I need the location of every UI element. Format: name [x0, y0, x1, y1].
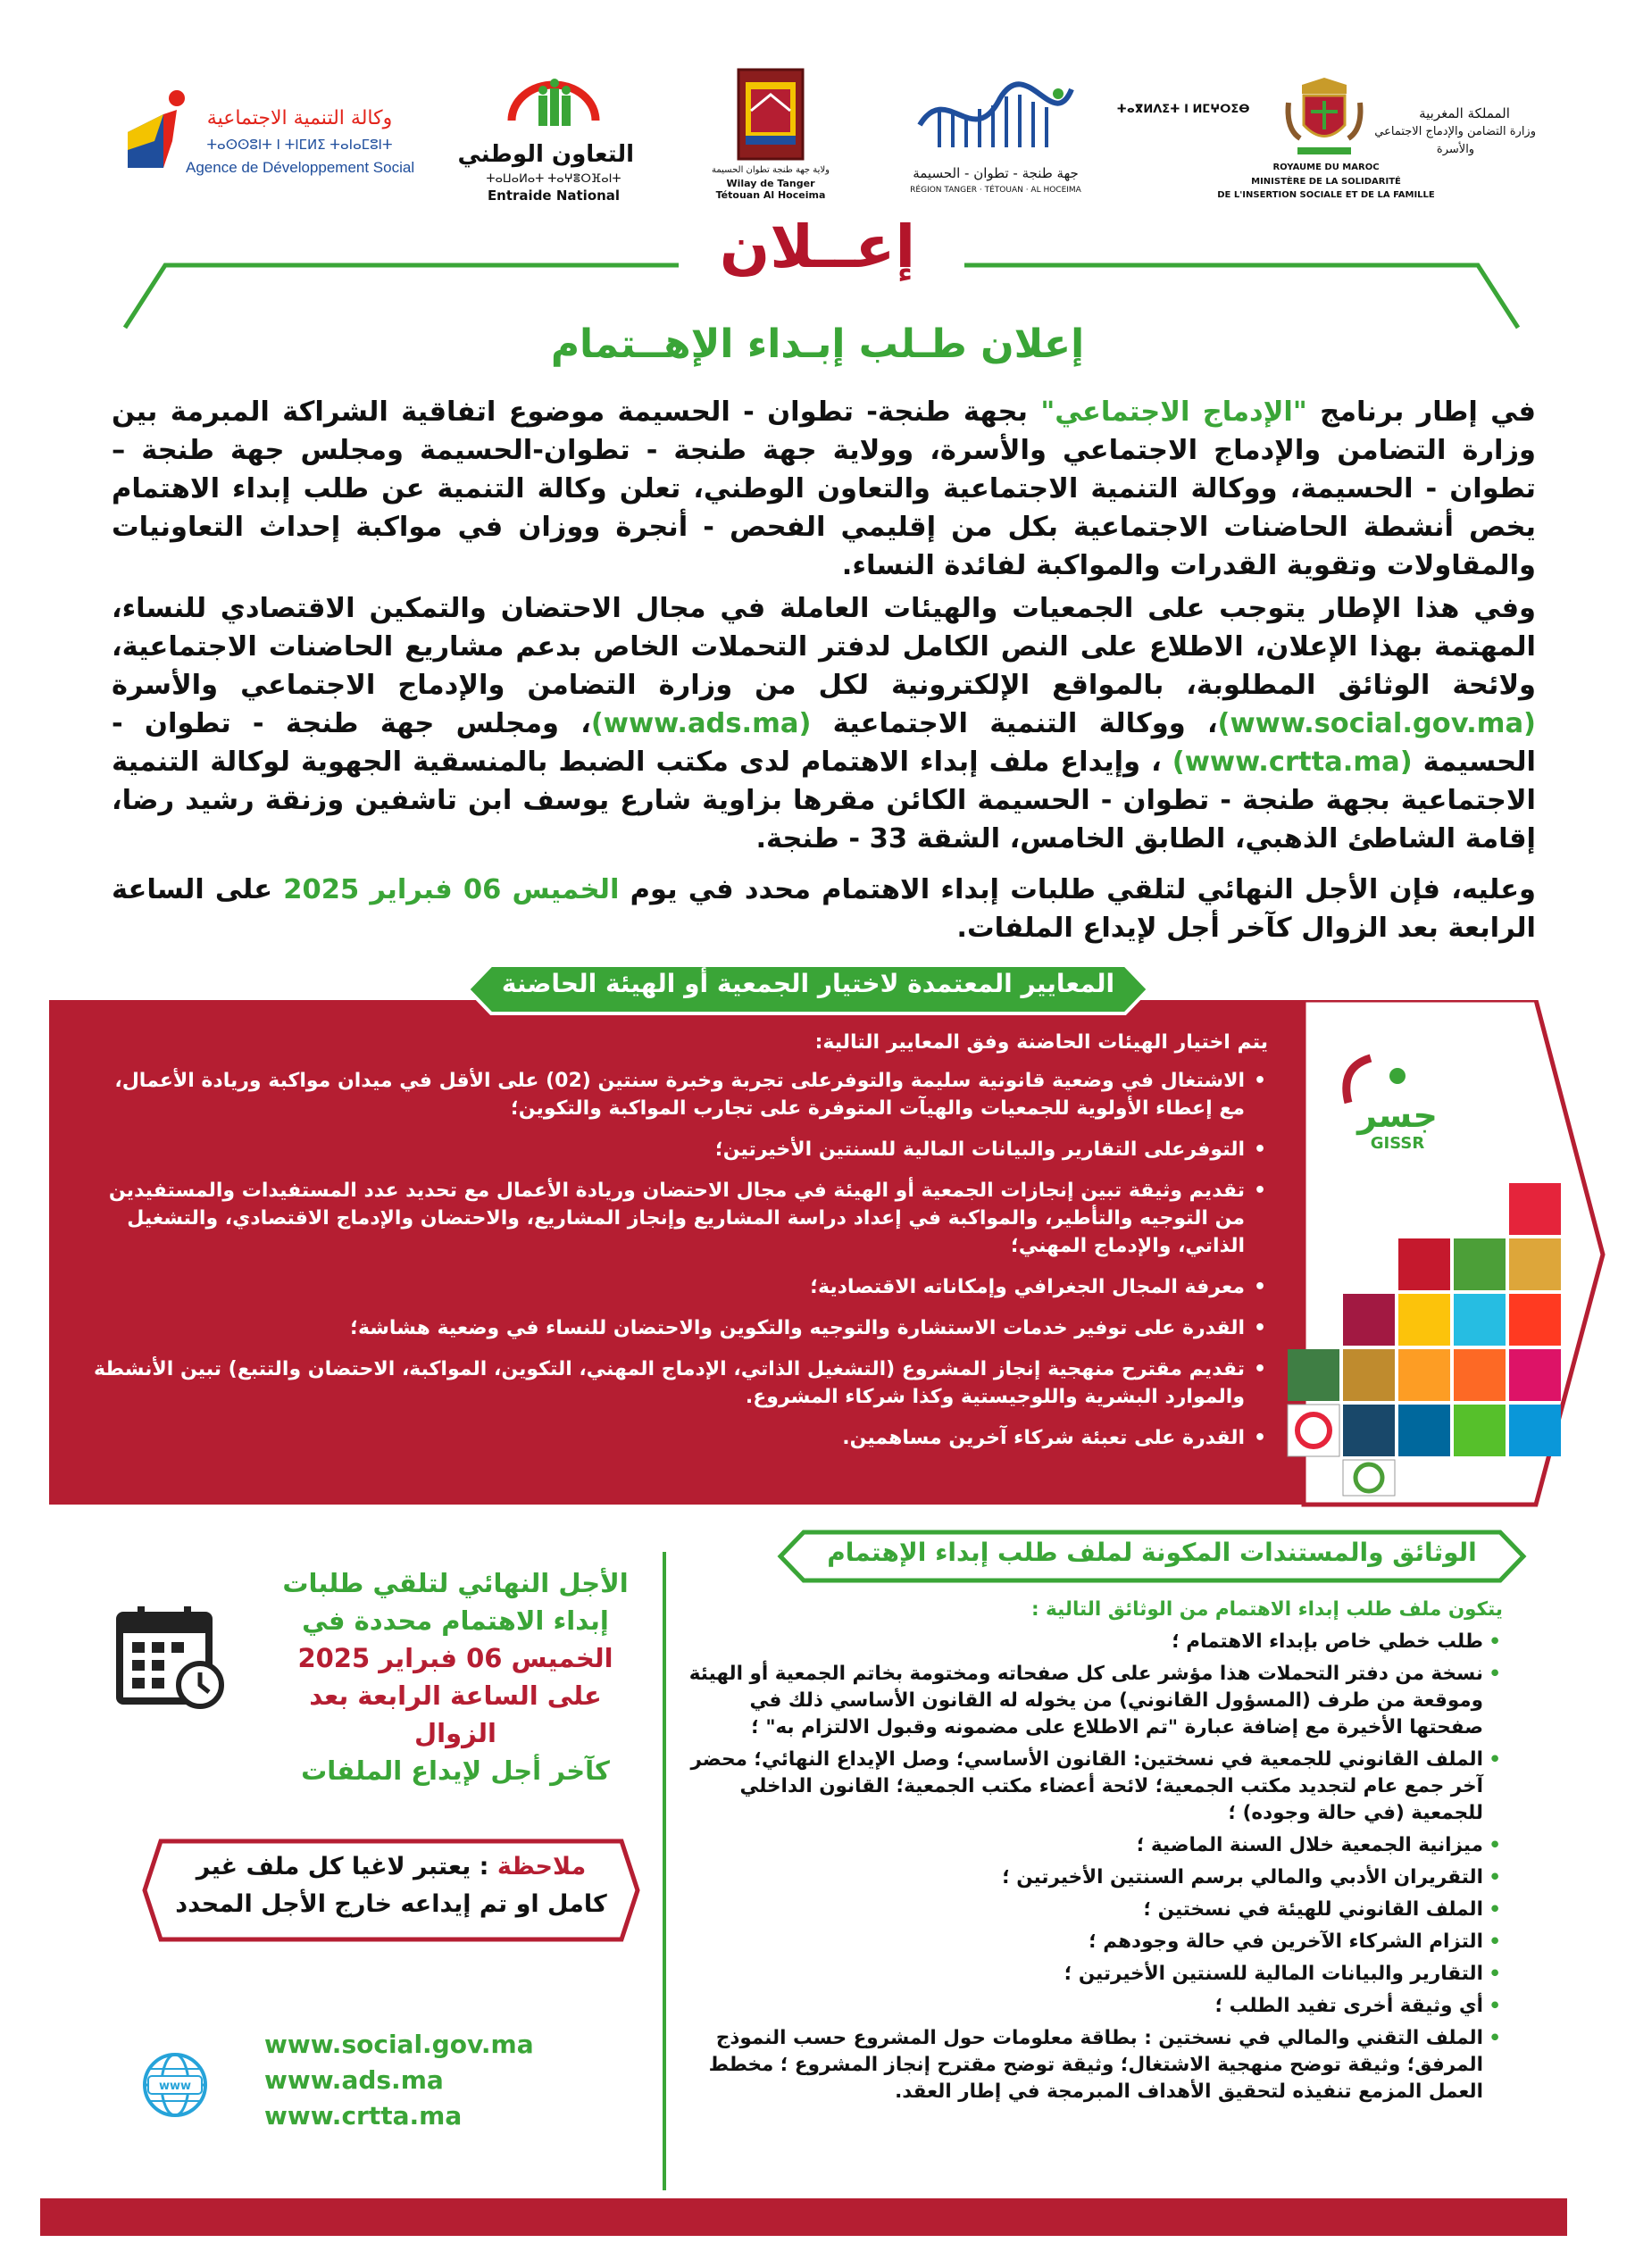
list-item: • الاشتغال في وضعية قانونية سليمة والتوفرعلى تجربة وخبرة سنتين (02) على الأقل في ميدان مواكبة وريادة الأعمال، مع إعطاء الأولوية للجمعيات والهيآت المتوفرة على تجارب المواكبة والتكوين؛	[85, 1067, 1268, 1122]
note	[159, 1848, 623, 1923]
globe-icon	[139, 2049, 211, 2121]
note-text-2: كامل او تم إيداعه خارج الأجل المحدد	[175, 1890, 607, 1918]
entraide-tifinagh: ⵜⴰⵡⴰⵍⴰⵜ ⵜⴰⵖⴻⵔⴼⴰⵏⵜ	[486, 172, 621, 186]
announcement-title: إعــلان	[719, 213, 916, 281]
deadline-line-4: على الساعة الرابعة بعد الزوال	[309, 1680, 602, 1748]
website-links	[264, 2027, 621, 2134]
list-item: • القدرة على توفير خدمات الاستشارة والتوجيه والتكوين والاحتضان للنساء في وضعية هشاشة؛	[85, 1314, 1268, 1342]
ads-name: Agence de Développement Social	[186, 159, 415, 176]
deadline-box	[272, 1564, 638, 1789]
documents-heading: الوثائق والمستندات المكونة لملف طلب إبداء الإهتمام	[827, 1538, 1477, 1567]
region-emblem-icon	[911, 63, 1080, 161]
note-text-1: : يعتبر لاغيا كل ملف غير	[196, 1853, 497, 1880]
section-divider	[663, 1552, 666, 2190]
wilaya-logo	[704, 54, 838, 210]
link-crtta[interactable]: www.crtta.ma	[264, 2101, 463, 2130]
list-item: • التزام الشركاء الآخرين في حالة وجودهم ؛	[686, 1929, 1503, 1955]
note-label: ملاحظة	[496, 1853, 587, 1880]
entraide-logo	[457, 54, 634, 210]
documents-list-block	[686, 1597, 1503, 2111]
deadline-date-inline: الخميس 06 فبراير 2025	[283, 874, 620, 905]
list-item: • التقارير والبيانات المالية للسنتين الأخيرتين ؛	[686, 1961, 1503, 1988]
entraide-name: Entraide National	[487, 188, 621, 204]
documents-intro: يتكون ملف طلب إبداء الاهتمام من الوثائق التالية :	[1030, 1598, 1503, 1621]
list-item: • القدرة على تعبئة شركاء آخرين مساهمين.	[85, 1424, 1268, 1452]
list-item: • الملف القانوني للجمعية في نسختين: القانون الأساسي؛ وصل الإيداع النهائي؛ محضر آخر جمع عام لتجديد مكتب الجمعية؛ لائحة أعضاء مكتب الجمعية؛ القانون الداخلي للجمعية (في حالة وجوده) ؛	[686, 1747, 1503, 1827]
deadline-line-5: كآخر أجل لإيداع الملفات	[301, 1755, 610, 1786]
criteria-list-block	[85, 1029, 1268, 1465]
list-item: • تقديم مقترح منهجية إنجاز المشروع (التشغيل الذاتي، الإدماج المهني، التكوين، المواكبة، الاحتضان والتتبع) تبين الأنشطة والموارد البشرية واللوجيستية وكذا شركاء المشروع.	[85, 1355, 1268, 1411]
link-ads[interactable]: www.ads.ma	[264, 2065, 444, 2095]
ministry-name-line2: MINISTÈRE DE LA SOLIDARITÉ	[1251, 177, 1401, 187]
link-social[interactable]: www.social.gov.ma	[264, 2030, 534, 2059]
intro-paragraph-2: وفي هذا الإطار يتوجب على الجمعيات والهيئات العاملة في مجال الاحتضان والتمكين الاقتصادي للنساء، المهتمة بهذا الإعلان، الاطلاع على النص الكامل لدفتر التحملات الخاص بدعم مشاريع الحاضنات الاجتماعية، ولائحة الوثائق المطلوبة، بالمواقع الإلكترونية لكل من وزارة التضامن والإدماج الاجتماعي والأسرة (www.social.gov.ma)، ووكالة التنمية الاجتماعية (www.ads.ma)، ومجلس جهة طنجة - تطوان - الحسيمة (www.crtta.ma) ، وإيداع ملف إبداء الاهتمام لدى مكتب الضبط بالمنسقية الجهوية لوكالة التنمية الاجتماعية بجهة طنجة - تطوان - الحسيمة الكائن مقرها بزاوية شارع يوسف ابن تاشفين وزنقة رشيد رضا، إقامة الشاطئ الذهبي، الطابق الخامس، الشقة 33 - طنجة.	[112, 593, 1537, 855]
globe-label: www	[158, 2080, 192, 2093]
program-name: "الإدماج الاجتماعي"	[1040, 396, 1307, 428]
gissr-arabic: جسر	[1357, 1096, 1438, 1135]
calendar-icon	[114, 1603, 227, 1710]
list-item: • معرفة المجال الجغرافي وإمكاناته الاقتصادية؛	[85, 1273, 1268, 1301]
crtta-url-inline[interactable]: (www.crtta.ma)	[1172, 746, 1413, 778]
ministry-name-line1: ROYAUME DU MAROC	[1272, 163, 1380, 172]
list-item: • ميزانية الجمعية خلال السنة الماضية ؛	[686, 1832, 1503, 1859]
list-item: • نسخة من دفتر التحملات هذا مؤشر على كل صفحاته ومختومة بخاتم الجمعية أو الهيئة وموقعة من طرف (المسؤول القانوني) من يخوله له القانون الأساسي ذلك في صفحتها الأخيرة مع إضافة عبارة "تم الاطلاع على مضمونه وقبول الالتزام به" ؛	[686, 1661, 1503, 1741]
list-item: • التقريران الأدبي والمالي برسم السنتين الأخيرتين ؛	[686, 1864, 1503, 1891]
region-name: RÉGION TANGER · TÉTOUAN · AL HOCEIMA	[910, 186, 1081, 195]
ministry-arabic-line2: وزارة التضامن والإدماج الاجتماعي	[1374, 125, 1536, 138]
gissr-logo	[1331, 1049, 1464, 1152]
list-item: • تقديم وثيقة تبين إنجازات الجمعية أو الهيئة في مجال الاحتضان وريادة الأعمال مع تحديد عدد المستفيدات والمستفيدين من التوجيه والتأطير، والمواكبة في إعداد دراسة المشاريع وإنجاز المشاريع، والاحتضان والإدماج الاقتصادي، والتشغيل الذاتي، والإدماج المهني؛	[85, 1177, 1268, 1260]
ministry-arabic-line1: المملكة المغربية	[1419, 105, 1510, 121]
criteria-intro: يتم اختيار الهيئات الحاضنة وفق المعايير التالية:	[814, 1031, 1268, 1054]
ministry-name-line3: DE L'INSERTION SOCIALE ET DE LA FAMILLE	[1217, 190, 1435, 200]
announcement-subtitle: إعلان طـلب إبـداء الإهــتمام	[550, 321, 1085, 367]
deadline-line-2: إبداء الاهتمام محددة في	[302, 1605, 609, 1636]
entraide-emblem-icon	[505, 76, 603, 138]
ads-logo	[123, 54, 418, 210]
list-item: • الملف التقني والمالي في نسختين : بطاقة معلومات حول المشروع حسب النموذج المرفق؛ وثيقة توضح منهجية الاشتغال؛ وثيقة توضح مقترح إنجاز المشروع ؛ مخطط العمل المزمع تنفيذه لتحقيق الأهداف المبرمجة في إطار العقد.	[686, 2025, 1503, 2105]
list-item: • طلب خطي خاص بإبداء الاهتمام ؛	[686, 1629, 1503, 1655]
deadline-date: الخميس 06 فبراير 2025	[297, 1643, 613, 1673]
intro-paragraph-1: في إطار برنامج "الإدماج الاجتماعي" بجهة طنجة- تطوان - الحسيمة موضوع اتفاقية الشراكة المبرمة بين وزارة التضامن والإدماج الاجتماعي والأسرة، وولاية جهة طنجة - تطوان-الحسيمة ومجلس جهة طنجة – تطوان - الحسيمة، ووكالة التنمية الاجتماعية والتعاون الوطني، تعلن وكالة التنمية عن طلب إبداء الاهتمام يخص أنشطة الحاضنات الاجتماعية بكل من إقليمي الفحص - أنجرة ووزان في مواكبة إحداث التعاونيات والمقاولات وتقوية القدرات والمواكبة لفائدة النساء.	[112, 396, 1537, 581]
ads-emblem-icon	[123, 79, 195, 177]
wilaya-name-line2: Tétouan Al Hoceima	[715, 189, 826, 201]
entraide-arabic: التعاون الوطني	[457, 141, 634, 168]
list-item: • الملف القانوني للهيئة في نسختين ؛	[686, 1897, 1503, 1923]
logos-header	[0, 54, 1635, 210]
ministry-logo	[1116, 54, 1536, 210]
ministry-arabic-line3: والأسرة	[1436, 143, 1475, 156]
ads-arabic: وكالة التنمية الاجتماعية	[206, 107, 393, 129]
wilaya-arabic: ولاية جهة طنجة تطوان الحسيمة	[712, 165, 830, 175]
footer-bar	[40, 2198, 1567, 2236]
wilaya-name-line1: Wilay de Tanger	[726, 178, 815, 189]
criteria-heading: المعايير المعتمدة لاختيار الجمعية أو الهيئة الحاضنة	[501, 969, 1115, 998]
coat-of-arms-icon	[735, 64, 806, 163]
ads-tifinagh: ⵜⴰⵙⵙⵓⵏⵜ ⵏ ⵜⵏⵎⵍⵉ ⵜⴰⵏⴰⵎⵓⵏⵜ	[206, 137, 393, 153]
list-item: • التوفرعلى التقارير والبيانات المالية للسنتين الأخيرتين؛	[85, 1136, 1268, 1163]
ads-url-inline[interactable]: (www.ads.ma)	[590, 708, 812, 739]
royal-coat-of-arms-icon	[1284, 76, 1364, 161]
ministry-tifinagh: ⵜⴰⴳⵍⴷⵉⵜ ⵏ ⵍⵎⵖⵔⵉⴱ	[1116, 103, 1250, 116]
social-url-inline[interactable]: (www.social.gov.ma)	[1217, 708, 1536, 739]
deadline-line-1: الأجل النهائي لتلقي طلبات	[282, 1568, 629, 1598]
list-item: • أي وثيقة أخرى تفيد الطلب ؛	[686, 1993, 1503, 2020]
sdg-goals-icon	[1277, 1183, 1581, 1500]
region-arabic: جهة طنجة - تطوان - الحسيمة	[913, 165, 1079, 181]
gissr-name: GISSR	[1370, 1134, 1425, 1153]
intro-paragraph-3: وعليه، فإن الأجل النهائي لتلقي طلبات إبداء الاهتمام محدد في يوم الخميس 06 فبراير 2025 على الساعة الرابعة بعد الزوال كآخر أجل لإيداع الملفات.	[112, 874, 1536, 944]
region-logo	[893, 54, 1098, 210]
